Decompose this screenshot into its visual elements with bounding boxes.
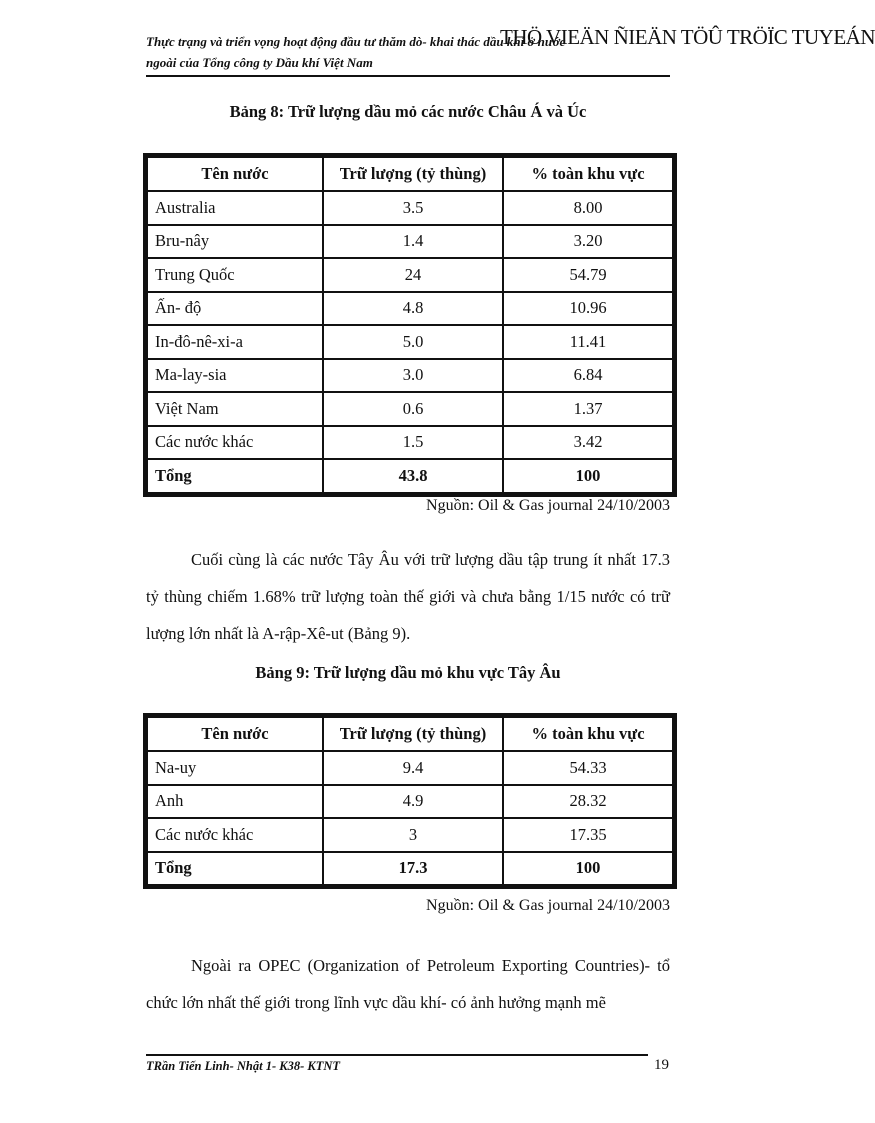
table-cell: Trung Quốc: [147, 258, 323, 292]
table-cell: Ấn- độ: [147, 292, 323, 326]
table-total-row: [147, 852, 673, 886]
table-cell: 24: [323, 258, 503, 292]
footer-author: TRần Tiến Linh- Nhật 1- K38- KTNT: [146, 1059, 340, 1073]
table-cell: 1.5: [323, 426, 503, 460]
body-paragraph-1: Cuối cùng là các nước Tây Âu với trữ lượng dầu tập trung ít nhất 17.3 tỷ thùng chiếm 1.68% trữ lượng toàn thế giới và chưa bằng 1/15 nước có trữ lượng lớn nhất là A-rập-Xê-ut (Bảng 9).: [146, 550, 670, 643]
column-header: % toàn khu vực: [503, 157, 673, 191]
footer-rule: [146, 1054, 648, 1056]
table-cell: 1.4: [323, 225, 503, 259]
table-row: [147, 359, 673, 393]
table8: [143, 153, 677, 497]
table-cell: Na-uy: [147, 751, 323, 785]
table-cell: 3.5: [323, 191, 503, 225]
table-cell: 28.32: [503, 785, 673, 819]
table-cell: Tổng: [147, 459, 323, 493]
table-cell: 17.3: [323, 852, 503, 886]
body-paragraph-2: Ngoài ra OPEC (Organization of Petroleum Exporting Countries)- tổ chức lớn nhất thế giới trong lĩnh vực dầu khí- có ảnh hưởng mạnh mẽ: [146, 956, 670, 1012]
table-cell: 3.0: [323, 359, 503, 393]
table-cell: Các nước khác: [147, 426, 323, 460]
table-cell: 9.4: [323, 751, 503, 785]
table8-source: Nguồn: Oil & Gas journal 24/10/2003: [426, 497, 670, 514]
table-cell: Tổng: [147, 852, 323, 886]
table-cell: 3: [323, 818, 503, 852]
table-cell: 10.96: [503, 292, 673, 326]
table-row: [147, 751, 673, 785]
library-watermark: THÖ VIEÄN ÑIEÄN TÖÛ TRÖÏC TUYEÁN: [500, 25, 875, 49]
table-cell: Anh: [147, 785, 323, 819]
table9-grid: [146, 716, 674, 886]
table9-caption: Bảng 9: Trữ lượng dầu mỏ khu vực Tây Âu: [255, 663, 561, 682]
table-cell: 3.42: [503, 426, 673, 460]
header-rule: [146, 75, 670, 77]
table-row: [147, 292, 673, 326]
table-cell: 100: [503, 852, 673, 886]
table-cell: 43.8: [323, 459, 503, 493]
table-header-row: [147, 717, 673, 751]
table-cell: 0.6: [323, 392, 503, 426]
table-row: [147, 191, 673, 225]
table8-caption: Bảng 8: Trữ lượng dầu mỏ các nước Châu Á và Úc: [229, 102, 587, 121]
table9: [143, 713, 677, 889]
table-cell: 54.79: [503, 258, 673, 292]
table-cell: Bru-nây: [147, 225, 323, 259]
running-header-line1: Thực trạng và triển vọng hoạt động đầu tư thăm dò- khai thác dầu khí ở nước: [146, 34, 566, 49]
table-row: [147, 392, 673, 426]
column-header: Tên nước: [147, 717, 323, 751]
table8-grid: [146, 156, 674, 494]
column-header: % toàn khu vực: [503, 717, 673, 751]
table-row: [147, 818, 673, 852]
table-header-row: [147, 157, 673, 191]
table-cell: In-đô-nê-xi-a: [147, 325, 323, 359]
table-cell: 4.9: [323, 785, 503, 819]
page-number: 19: [654, 1057, 669, 1073]
table-cell: 17.35: [503, 818, 673, 852]
table-row: [147, 426, 673, 460]
table-cell: 8.00: [503, 191, 673, 225]
table9-source: Nguồn: Oil & Gas journal 24/10/2003: [426, 897, 670, 914]
table-cell: Australia: [147, 191, 323, 225]
table-row: [147, 325, 673, 359]
table-cell: Ma-lay-sia: [147, 359, 323, 393]
column-header: Trữ lượng (tỷ thùng): [323, 717, 503, 751]
table-row: [147, 258, 673, 292]
table-cell: 6.84: [503, 359, 673, 393]
table-cell: 3.20: [503, 225, 673, 259]
table-total-row: [147, 459, 673, 493]
table-cell: 100: [503, 459, 673, 493]
table-cell: 5.0: [323, 325, 503, 359]
table-row: [147, 785, 673, 819]
running-header-line2: ngoài của Tổng công ty Dầu khí Việt Nam: [146, 55, 373, 70]
table-cell: 4.8: [323, 292, 503, 326]
column-header: Trữ lượng (tỷ thùng): [323, 157, 503, 191]
table-cell: 11.41: [503, 325, 673, 359]
table-cell: Việt Nam: [147, 392, 323, 426]
column-header: Tên nước: [147, 157, 323, 191]
table-row: [147, 225, 673, 259]
table-cell: 54.33: [503, 751, 673, 785]
table-cell: Các nước khác: [147, 818, 323, 852]
table-cell: 1.37: [503, 392, 673, 426]
